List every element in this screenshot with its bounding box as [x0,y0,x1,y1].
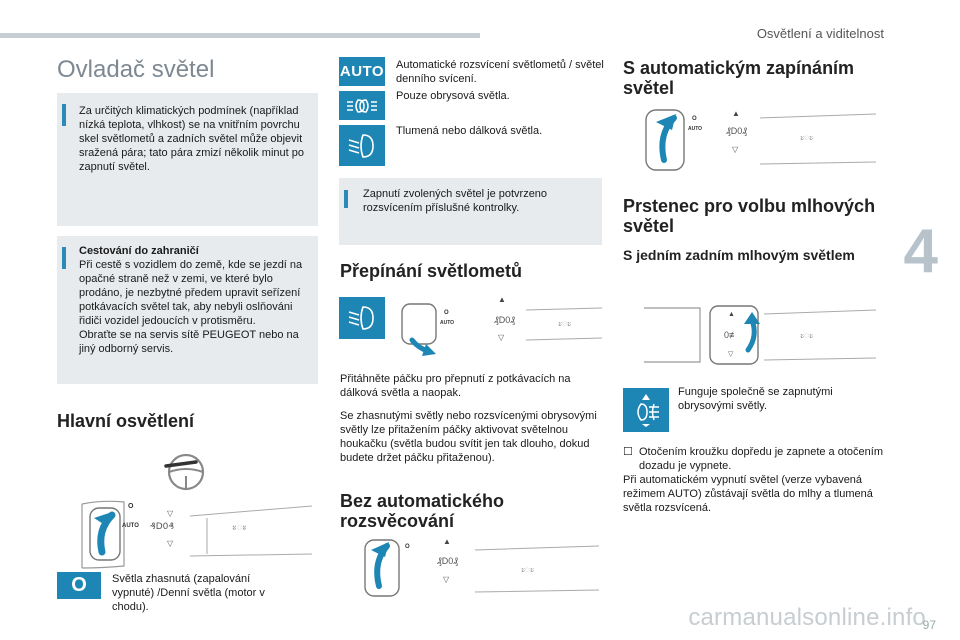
svg-text:ะ◌ะ: ะ◌ะ [232,522,248,532]
svg-text:▽: ▽ [498,333,505,342]
note-abroad-title: Cestování do zahraničí [79,245,199,257]
svg-text:₰D0₰: ₰D0₰ [726,126,747,136]
svg-text:▽: ▽ [443,575,450,584]
watermark: carmanualsonline.info [688,604,926,631]
heading-without-auto: Bez automatického rozsvěcování [340,491,505,531]
checkbox-bullet-icon: ☐ [623,446,633,458]
heading-rear-fog: S jedním zadním mlhovým světlem [623,247,855,263]
sidelight-icon [339,91,385,120]
fog-ring-bullet: Otočením kroužku dopředu je zapnete a otočením dozadu je vypnete. [639,446,883,472]
svg-text:₰D0₰: ₰D0₰ [150,522,175,532]
svg-text:▲: ▲ [732,109,740,118]
svg-text:₰D0₰: ₰D0₰ [437,556,458,566]
page-number: 97 [922,618,936,632]
note-condensation-text: Za určitých klimatických podmínek (například nízká teplota, vlhkost) se na vnitřním povrchu skel světlometů a zadních světel může objevit sražená pára; tato pára zmizí několik minut po zapnutí světel. [79,105,305,173]
svg-text:O: O [128,503,134,510]
svg-text:AUTO: AUTO [688,126,703,132]
svg-text:AUTO: AUTO [440,320,455,326]
rear-fog-icon [623,388,669,432]
svg-text:ะ◌ะ: ะ◌ะ [800,331,814,340]
svg-text:▽: ▽ [167,539,174,548]
heading-beam-switch: Přepínání světlometů [340,261,523,281]
auto-description: Automatické rozsvícení světlometů / světel denního svícení. [396,59,604,85]
note-confirm [339,178,602,245]
svg-text:₰D0₰: ₰D0₰ [494,315,515,325]
note-confirm-text: Zapnutí zvolených světel je potvrzeno rozsvícením příslušné kontrolky. [363,188,548,214]
info-icon [62,247,66,269]
illustration-without-auto [345,532,603,610]
chapter-number: 4 [903,217,938,286]
badge-off [57,572,101,599]
section-title: Osvětlení a viditelnost [756,26,884,41]
beam-switch-text-1: Přitáhněte páčku pro přepnutí z potkávacích na dálková světla a naopak. [340,373,571,399]
info-icon [62,104,66,126]
info-icon [344,190,348,208]
illustration-fog-ring [640,300,880,370]
svg-text:▲: ▲ [498,295,506,304]
illustration-with-auto [640,104,880,180]
svg-text:ะ◌ะ: ะ◌ะ [800,133,814,142]
beam-switch-icon [339,297,385,339]
sidelight-description: Pouze obrysová světla. [396,90,510,102]
beam-switch-text-2: Se zhasnutými světly nebo rozsvícenými obrysovými světly lze přitažením páčky aktivovat světelnou houkačku (světla budou svítit jen tak dlouho, dokud budete držet páčku přitaženou). [340,410,597,464]
note-abroad-body2: Obraťte se na servis sítě PEUGEOT nebo na jiný odborný servis. [79,329,299,355]
svg-text:O: O [405,544,410,550]
svg-text:ะ◌ะ: ะ◌ะ [558,319,572,328]
heading-main-lighting: Hlavní osvětlení [57,411,195,431]
svg-text:AUTO: AUTO [122,523,139,529]
svg-text:O: O [444,310,449,316]
illustration-beam-switch [398,290,604,360]
note-condensation [57,93,318,226]
fog-ring-instructions [623,445,883,515]
svg-text:▲: ▲ [728,311,735,318]
heading-fog-ring: Prstenec pro volbu mlhových světel [623,196,876,236]
note-abroad-body: Při cestě s vozidlem do země, kde se jezdí na opačné straně než v zemi, ve které bylo prodáno, je nezbytné předem upravit seřízení potkávacích světel tak, aby nebyli oslňováni řidiči vozidel jedoucích v protisměru. [79,259,303,327]
top-rule [0,33,480,38]
svg-text:O: O [692,116,697,122]
low-beam-icon [339,125,385,166]
fog-ring-paragraph: Při automatickém vypnutí světel (verze vybavená režimem AUTO) zůstávají světla do mlhy a tlumená světla rozsvícená. [623,474,873,514]
svg-text:▽: ▽ [728,351,734,358]
note-abroad [57,236,318,384]
heading-with-auto: S automatickým zapínáním světel [623,58,855,98]
svg-text:0≢: 0≢ [724,330,739,340]
svg-text:▲: ▲ [443,537,451,546]
svg-text:▽: ▽ [167,509,174,518]
illustration-light-switch-main [72,446,320,572]
svg-text:ะ◌ะ: ะ◌ะ [521,565,535,574]
badge-off-label: O [71,574,87,596]
beam-description: Tlumená nebo dálková světla. [396,125,543,137]
svg-text:▽: ▽ [732,145,739,154]
off-description: Světla zhasnutá (zapalování vypnuté) /Denní světla (motor v chodu). [112,573,265,613]
badge-auto [339,57,385,86]
fog-description: Funguje společně se zapnutými obrysovými světly. [678,386,833,412]
badge-auto-label: AUTO [339,63,385,80]
page-title: Ovladač světel [57,56,215,83]
